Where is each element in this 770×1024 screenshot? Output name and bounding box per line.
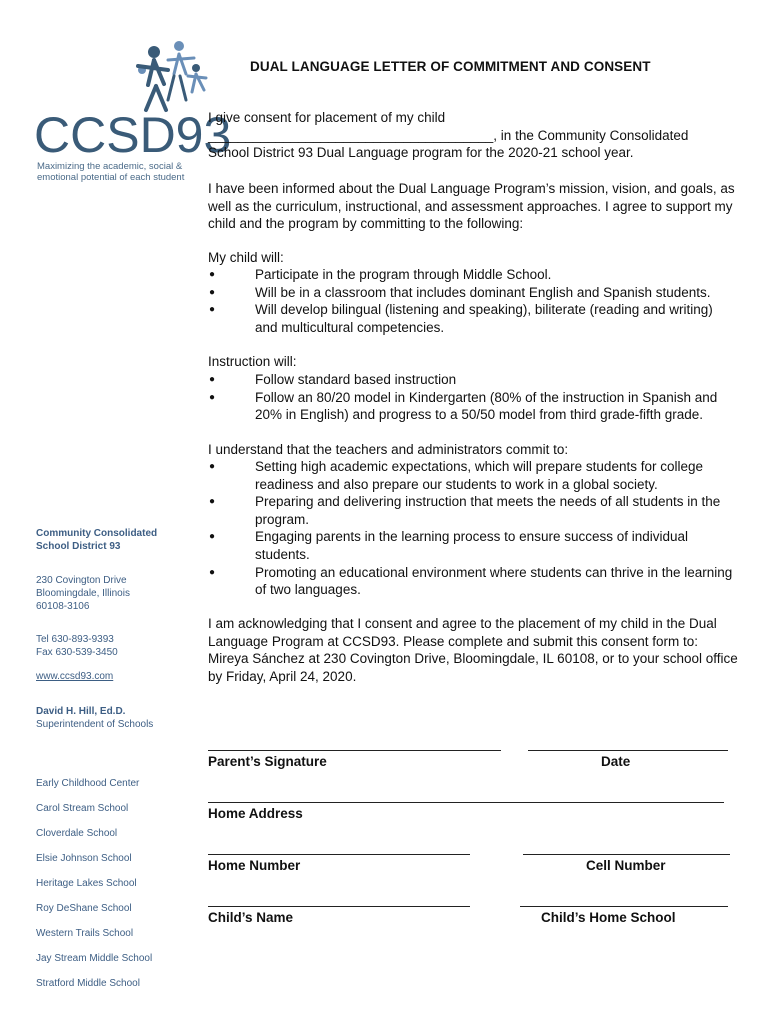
bullet-icon: ● [209, 269, 216, 280]
parent-signature-label: Parent’s Signature [208, 754, 327, 769]
childs-name-line[interactable] [208, 906, 470, 907]
childs-name-label: Child’s Name [208, 910, 294, 925]
bullet-icon: ● [209, 391, 216, 403]
bullet-icon: ● [209, 496, 216, 508]
date-label: Date [601, 754, 631, 769]
home-number-label: Home Number [208, 858, 301, 873]
list-item: ● Setting high academic expectations, which will prepare students for college readiness and also prepare our students to work in a global society. [209, 459, 703, 492]
district-logo [34, 40, 232, 183]
school-name: Carol Stream School [36, 803, 129, 814]
home-number-line[interactable] [208, 854, 470, 855]
superintendent [36, 705, 153, 731]
list-item: ● Participate in the program through Middle School. [209, 267, 552, 282]
consent-line-child-blank: ______________________________________, in the Community Consolidated [208, 127, 689, 143]
list-item: ● Preparing and delivering instruction that meets the needs of all students in the program. [209, 494, 721, 527]
childs-home-school-label: Child’s Home School [541, 910, 676, 925]
acknowledge-paragraph: I am acknowledging that I consent and agree to the placement of my child in the Dual Language Program at CCSD93. Please complete and submit this consent form to: Mireya Sánchez at 230 Covington Drive, Bloomingdale, IL 60108, or to your school office by Friday, April 24, 2020. [208, 616, 738, 684]
address-line: 60108-3106 [36, 601, 90, 612]
sidebar-contact [36, 633, 118, 659]
sidebar-district-name: Community Consolidated School District 93 [36, 528, 158, 552]
child-commitments-list [208, 266, 738, 336]
bullet-icon: ● [209, 374, 216, 385]
school-name: Early Childhood Center [36, 778, 140, 789]
address-line: 230 Covington Drive [36, 575, 127, 586]
parent-signature-line[interactable] [208, 750, 501, 751]
informed-paragraph: I have been informed about the Dual Language Program’s mission, vision, and goals, as well as the curriculum, instructional, and assessment approaches. I agree to support my child and the program by committing to the following: [208, 181, 735, 232]
list-item: ● Follow standard based instruction [209, 372, 457, 387]
list-item: ● Will be in a classroom that includes dominant English and Spanish students. [209, 284, 711, 300]
superintendent-title: Superintendent of Schools [36, 719, 154, 730]
cell-number-label: Cell Number [586, 858, 666, 873]
document-title: DUAL LANGUAGE LETTER OF COMMITMENT AND CONSENT [250, 59, 651, 74]
childs-home-school-line[interactable] [520, 906, 728, 907]
teachers-heading: I understand that the teachers and administrators commit to: [208, 442, 569, 457]
home-address-line[interactable] [208, 802, 724, 803]
bullet-icon: ● [209, 304, 216, 316]
cell-number-line[interactable] [523, 854, 730, 855]
school-name: Western Trails School [36, 928, 134, 939]
school-name: Cloverdale School [36, 828, 118, 839]
school-name: Jay Stream Middle School [36, 953, 153, 964]
teachers-commitments-list [208, 458, 738, 599]
address-line: Bloomingdale, Illinois [36, 588, 130, 599]
sidebar-address [36, 574, 130, 613]
consent-line: I give consent for placement of my child [208, 110, 446, 125]
school-name: Heritage Lakes School [36, 878, 137, 889]
telephone: Tel 630-893-9393 [36, 634, 114, 645]
website-link[interactable] [36, 670, 113, 683]
bullet-icon: ● [209, 566, 216, 578]
list-item: ● Engaging parents in the learning process to ensure success of individual students. [209, 529, 689, 562]
school-name: Elsie Johnson School [36, 853, 132, 864]
logo-tagline: Maximizing the academic, social & emotional potential of each student [37, 161, 185, 183]
list-item: ● Follow an 80/20 model in Kindergarten (80% of the instruction in Spanish and 20% in English) and progress to a 50/50 model from third grade-fifth grade. [209, 389, 718, 423]
consent-line: School District 93 Dual Language program for the 2020-21 school year. [208, 145, 634, 161]
superintendent-name: David H. Hill, Ed.D. [36, 706, 126, 717]
instruction-list [208, 371, 738, 424]
website-link-text[interactable]: www.ccsd93.com [36, 671, 114, 682]
date-line[interactable] [528, 750, 728, 751]
school-name: Roy DeShane School [36, 903, 132, 914]
bullet-icon: ● [209, 531, 216, 543]
bullet-icon: ● [209, 461, 216, 472]
list-item: ● Promoting an educational environment where students can thrive in the learning of two languages. [209, 564, 733, 598]
list-item: ● Will develop bilingual (listening and speaking), biliterate (reading and writing) and multicultural competencies. [209, 302, 713, 335]
fax: Fax 630-539-3450 [36, 647, 118, 658]
child-heading: My child will: [208, 250, 284, 265]
school-name: Stratford Middle School [36, 978, 140, 989]
home-address-label: Home Address [208, 806, 303, 821]
logo-wordmark: CCSD93 [34, 107, 232, 163]
consent-paragraph [208, 109, 738, 162]
instruction-heading: Instruction will: [208, 354, 297, 369]
bullet-icon: ● [209, 286, 216, 298]
